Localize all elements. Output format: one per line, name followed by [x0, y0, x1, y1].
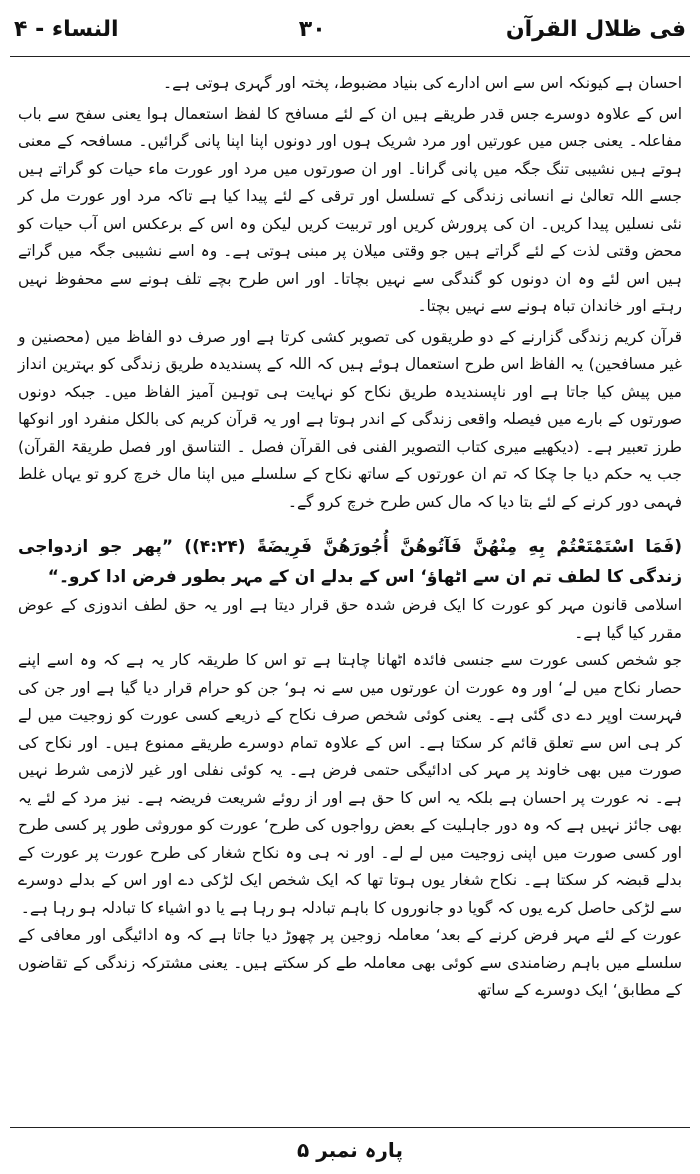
quran-verse: (فَمَا اسْتَمْتَعْتُمْ بِهِ مِنْهُنَّ فَآتُوهُنَّ أُجُورَهُنَّ فَرِيضَةً (۴:۲۴)) ”پھر جو ازدواجی زندگی کا لطف تم ان سے اٹھاؤ‘ اس کے بدلے ان کے مہر بطور فرض ادا کرو۔“ [18, 537, 682, 587]
book-title: فی ظلال القرآن [505, 17, 686, 42]
paragraph: اسلامی قانون مہر کو عورت کا ایک فرض شدہ حق قرار دیتا ہے اور یہ حق لطف اندوزی کے عوض مقرر کیا گیا ہے۔ [18, 596, 682, 642]
paragraph: قرآن کریم زندگی گزارنے کے دو طریقوں کی تصویر کشی کرتا ہے اور صرف دو الفاظ میں (محصنین و غیر مسافحین) یہ الفاظ اس طرح استعمال ہوئے ہیں کہ اللہ کے پسندیدہ طریق زندگی کو بہترین انداز میں پیش کیا جاتا ہے اور ناپسندیدہ طریق نکاح کو نہایت ہی توہین آمیز الفاظ میں۔ جبکہ دونوں صورتوں کے بارے میں فیصلہ واقعی زندگی کے اندر ہوتا ہے اور یہ قرآن کریم کی بالکل منفرد اور انوکھا طرز تعبیر ہے۔ (دیکھیے میری کتاب التصویر الفنی فی القرآن فصل ۔ التناسق اور فصل طریقۃ القرآن) جب یہ حکم دیا جا چکا کہ تم ان عورتوں کے ساتھ نکاح کے سلسلے میں اپنا مال خرچ کرو تو یہاں غلط فہمی دور کرنے کے لئے بتا دیا کہ مال کس طرح خرچ کرو گے۔ [18, 327, 682, 511]
chapter-name: النساء - ۴ [14, 17, 119, 42]
page-header [14, 8, 686, 52]
header-divider [10, 56, 690, 57]
paragraph: جو شخص کسی عورت سے جنسی فائدہ اٹھانا چاہتا ہے تو اس کا طریقہ کار یہ ہے کہ وہ اسے اپنے حصار نکاح میں لے‘ اور وہ عورت ان عورتوں میں سے نہ ہو‘ جن کو حرام قرار دیا گیا ہے اور جن کی فہرست اوپر دے دی گئی ہے۔ یعنی کوئی شخص صرف نکاح کے ذریعے کسی عورت کو زوجیت میں لے کر ہی اس سے تعلق قائم کر سکتا ہے۔ اس کے علاوہ تمام دوسرے طریقے ممنوع ہیں۔ اور نکاح کی صورت میں بھی خاوند پر مہر کی ادائیگی حتمی فرض ہے۔ یہ کوئی نفلی اور غیر لازمی شرط نہیں ہے۔ نہ عورت پر احسان ہے بلکہ یہ اس کا حق ہے اور از روئے شریعت فریضہ ہے۔ نیز مرد کے لئے یہ بھی جائز نہیں ہے کہ وہ دور جاہلیت کے بعض رواجوں کی طرح‘ عورت کو موروثی طور پر کسی طرح اور کسی صورت میں اپنی زوجیت میں لے لے۔ اور نہ ہی وہ نکاح شغار کی طرح عورت پر عورت کے بدلے قبضہ کر سکتا ہے۔ نکاح شغار یوں ہوتا تھا کہ ایک شخص ایک لڑکی دے اور اس کے بدلے دوسرے سے لڑکی حاصل کرے یوں کہ گویا دو جانوروں کا باہم تبادلہ ہو رہا ہے یا دو اشیاء کا تبادلہ ہو رہا ہے۔ [18, 651, 682, 917]
paragraph: عورت کے لئے مہر فرض کرنے کے بعد‘ معاملہ زوجین پر چھوڑ دیا جاتا ہے کہ وہ ادائیگی اور معافی کے سلسلے میں باہم رضامندی سے کوئی بھی معاملہ طے کر سکتے ہیں۔ یعنی مشترکہ زندگی کے تقاضوں کے مطابق‘ ایک دوسرے کے ساتھ [18, 926, 682, 999]
page-number: ۳۰ [298, 17, 326, 42]
page-footer: پارہ نمبر ۵ [297, 1138, 403, 1162]
footer-divider [10, 1127, 690, 1128]
paragraph: احسان ہے کیونکہ اس سے اس ادارے کی بنیاد مضبوط، پختہ اور گہری ہوتی ہے۔ [162, 74, 682, 92]
paragraph: اس کے علاوہ دوسرے جس قدر طریقے ہیں ان کے لئے مسافح کا لفظ استعمال ہوا یعنی سفح سے باب مفاعلہ۔ یعنی جس میں عورتیں اور مرد شریک ہوں اور دونوں اپنا اپنا پانی گرائیں۔ مسافحہ کے معنی ہوتے ہیں نشیبی تنگ جگہ میں پانی گرانا۔ اور ان صورتوں میں مرد اور عورت ماء حیات کو گراتے ہیں جسے اللہ تعالیٰ نے انسانی زندگی کے تسلسل اور ترقی کے لئے پیدا کیا ہے تاکہ مرد اور عورت مل کر نئی نسلیں پیدا کریں۔ ان کی پرورش کریں اور تربیت کریں لیکن وہ اس کے برعکس اس آب حیات کو محض وقتی لذت کے لئے گراتے ہیں جو وقتی میلان پر مبنی ہوتی ہے۔ وہ اسے نشیبی جگہ میں گراتے ہیں اس لئے وہ ان دونوں کو گندگی سے نہیں بچاتا۔ اور اس طرح بچے تلف ہونے سے محفوظ نہیں رہتے اور خاندان تباہ ہونے سے نہیں بچتا۔ [18, 104, 682, 315]
body-text [18, 70, 682, 1005]
